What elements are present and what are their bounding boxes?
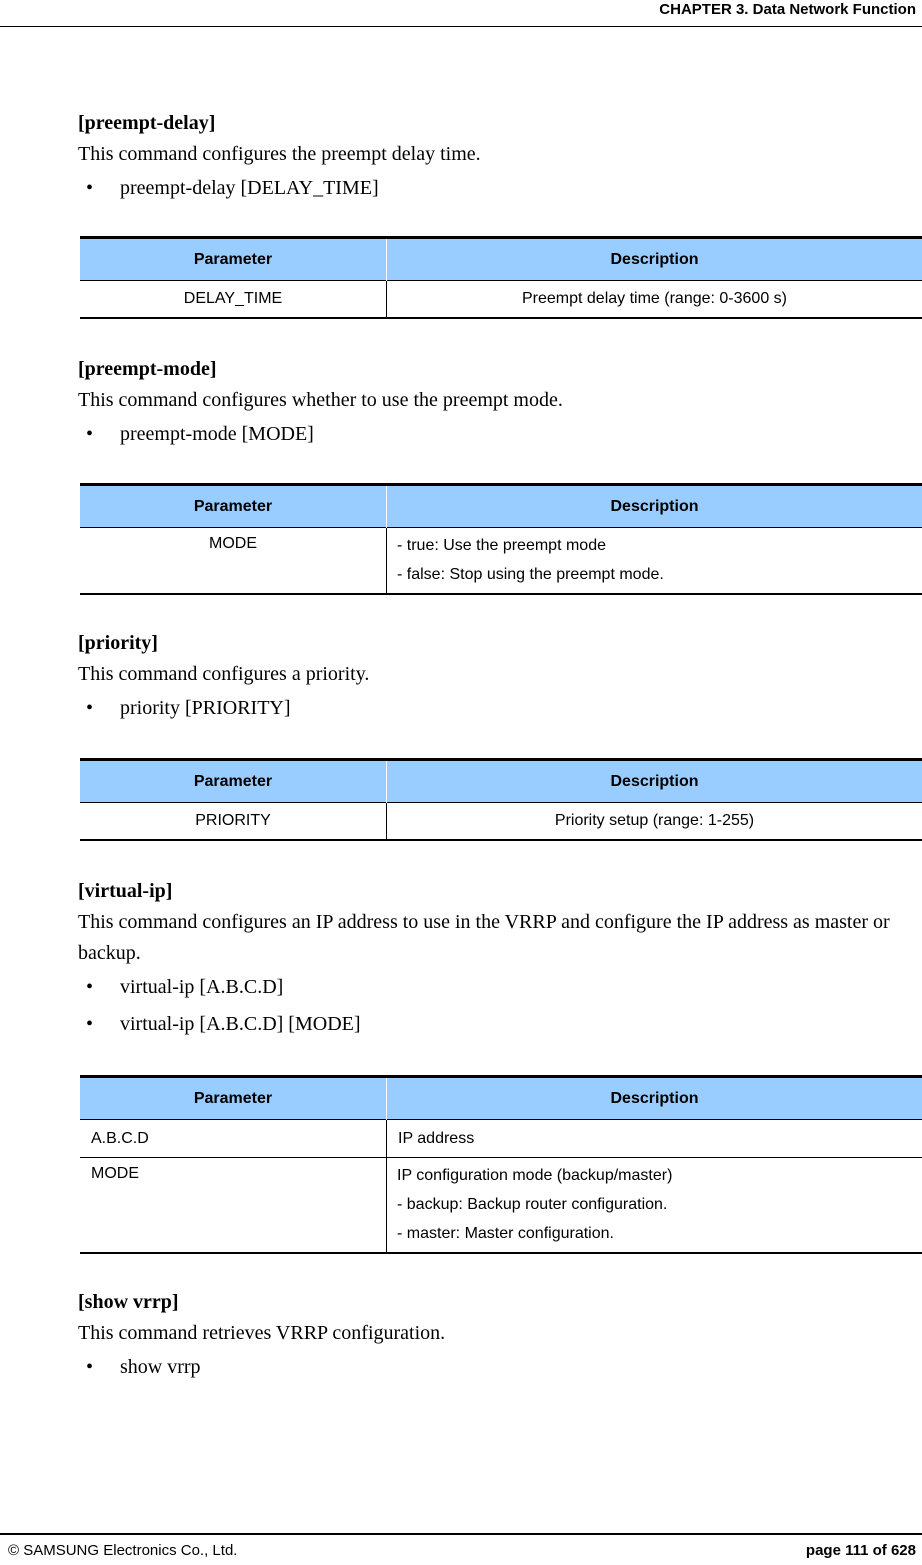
section-heading: [show vrrp]	[78, 1291, 179, 1313]
header-description: Description	[387, 1077, 922, 1120]
desc-line: - false: Stop using the preempt mode.	[397, 566, 664, 583]
header-description: Description	[387, 485, 922, 528]
parameter-table-preempt-mode	[80, 483, 922, 595]
param-cell: MODE	[80, 528, 387, 595]
desc-line: - master: Master configuration.	[397, 1225, 614, 1242]
command-syntax	[78, 1006, 922, 1043]
desc-cell	[387, 528, 922, 595]
command-syntax-text: preempt-mode [MODE]	[120, 423, 314, 445]
param-cell: PRIORITY	[80, 803, 387, 841]
desc-line: IP configuration mode (backup/master)	[397, 1167, 673, 1184]
desc-cell: Priority setup (range: 1-255)	[387, 803, 922, 841]
desc-cell	[387, 1158, 922, 1254]
table-header-row	[80, 760, 922, 803]
bullet-icon: •	[86, 697, 94, 719]
table-header-row	[80, 238, 922, 281]
bullet-icon: •	[86, 1356, 94, 1378]
header-description: Description	[387, 760, 922, 803]
section-description: This command configures the preempt delay time.	[78, 143, 481, 165]
table-row	[80, 1158, 922, 1254]
command-syntax	[78, 690, 922, 727]
section-heading: [preempt-delay]	[78, 112, 216, 134]
header-description: Description	[387, 238, 922, 281]
desc-cell: IP address	[387, 1120, 922, 1158]
section-show-vrrp	[78, 1290, 922, 1386]
bullet-icon: •	[86, 423, 94, 445]
section-description: This command configures whether to use the preempt mode.	[78, 389, 563, 411]
header-parameter: Parameter	[80, 760, 387, 803]
header-divider	[0, 26, 922, 27]
command-syntax-text: virtual-ip [A.B.C.D]	[120, 976, 284, 998]
param-cell: DELAY_TIME	[80, 281, 387, 319]
command-syntax-text: virtual-ip [A.B.C.D] [MODE]	[120, 1013, 361, 1035]
parameter-table-virtual-ip	[80, 1075, 922, 1254]
section-heading: [priority]	[78, 632, 158, 654]
bullet-icon: •	[86, 177, 94, 199]
command-syntax	[78, 416, 922, 453]
page-number: page 111 of 628	[805, 1542, 916, 1559]
bullet-icon: •	[86, 1013, 94, 1035]
footer-divider	[0, 1533, 922, 1535]
desc-cell: Preempt delay time (range: 0-3600 s)	[387, 281, 922, 319]
param-cell: MODE	[80, 1158, 387, 1254]
parameter-table-preempt-delay	[80, 236, 922, 319]
section-description: This command configures an IP address to use in the VRRP and configure the IP address as master or backup.	[78, 911, 890, 964]
table-row	[80, 803, 922, 841]
command-syntax-text: preempt-delay [DELAY_TIME]	[120, 177, 379, 199]
param-cell: A.B.C.D	[80, 1120, 387, 1158]
bullet-icon: •	[86, 976, 94, 998]
command-syntax-text: show vrrp	[120, 1356, 201, 1378]
section-preempt-mode	[78, 357, 922, 453]
section-priority	[78, 631, 922, 727]
command-syntax	[78, 969, 922, 1006]
desc-line: - backup: Backup router configuration.	[397, 1196, 668, 1213]
copyright: © SAMSUNG Electronics Co., Ltd.	[8, 1542, 238, 1559]
table-header-row	[80, 1077, 922, 1120]
command-syntax	[78, 1349, 922, 1386]
section-heading: [preempt-mode]	[78, 358, 217, 380]
header-parameter: Parameter	[80, 485, 387, 528]
table-row	[80, 281, 922, 319]
table-header-row	[80, 485, 922, 528]
header-parameter: Parameter	[80, 1077, 387, 1120]
chapter-title: CHAPTER 3. Data Network Function	[659, 1, 916, 18]
section-description: This command configures a priority.	[78, 663, 370, 685]
table-row	[80, 528, 922, 595]
header-parameter: Parameter	[80, 238, 387, 281]
table-row	[80, 1120, 922, 1158]
section-preempt-delay	[78, 111, 922, 207]
section-virtual-ip	[78, 879, 922, 1043]
section-description: This command retrieves VRRP configuration.	[78, 1322, 446, 1344]
command-syntax-text: priority [PRIORITY]	[120, 697, 291, 719]
section-heading: [virtual-ip]	[78, 880, 173, 902]
command-syntax	[78, 170, 922, 207]
desc-line: - true: Use the preempt mode	[397, 537, 606, 554]
parameter-table-priority	[80, 758, 922, 841]
